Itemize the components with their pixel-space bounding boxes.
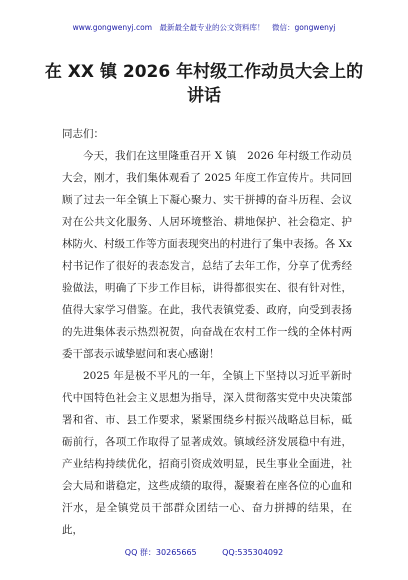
page-footer <box>0 547 408 558</box>
salutation: 同志们： <box>62 128 104 140</box>
body-paragraph-2: 2025 年是极不平凡的一年，全镇上下坚持以习近平新时代中国特色社会主义思想为指导，深入贯彻落实党中央决策部署和省、市、县工作要求，紧紧围绕乡村振兴战略总目标，砥砺前行，各项工作取得了显著成效。镇域经济发展稳中有进，产业结构持续优化，招商引资成效明显，民生事业全面进，社会大局和谐稳定，这些成绩的取得，凝聚着在座各位的心血和汗水，是全镇党员干部群众团结一心、奋力拼搏的结果，在此， <box>62 370 352 536</box>
document-body <box>62 123 352 541</box>
footer-qq: QQ:535304092 <box>222 548 284 557</box>
document-title: 在 XX 镇 2026 年村级工作动员大会上的讲话 <box>44 62 364 106</box>
page-header: www.gongwenyj.com 最新最全最专业的公文资料库！ 微信：gongwenyj <box>72 23 336 32</box>
footer-qq-group: QQ 群：30265665 <box>124 548 197 557</box>
body-paragraph-1: 今天，我们在这里隆重召开 X 镇 2026 年村级工作动员大会，刚才，我们集体观看了 2025 年度工作宣传片。共同回顾了过去一年全镇上下凝心聚力、实干拼搏的奋斗历程、会议对在公共文化服务、人居环境整治、耕地保护、社会稳定、护林防火、村级工作等方面表现突出的村进行了集中表扬。各 Xx 村书记作了很好的表态发言，总结了去年工作，分享了优秀经验做法，明确了下步工作目标，讲得都很实在、很有针对性，值得大家学习借鉴。在此，我代表镇党委、政府，向受到表扬的先进集体表示热烈祝贺，向奋战在农村工作一线的全体村两委干部表示诚挚慰问和衷心感谢！ <box>62 150 352 360</box>
